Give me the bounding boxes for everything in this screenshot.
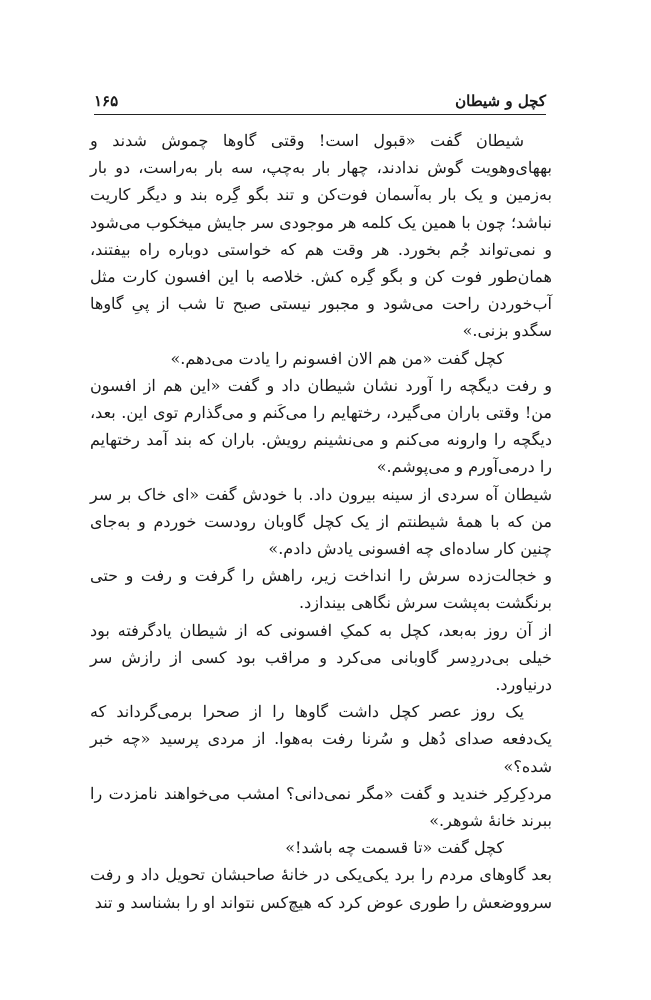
header-divider (94, 114, 546, 115)
paragraph: بعد گاوهای مردم را برد یکی‌یکی در خانهٔ صاحبشان تحویل داد و رفت سرووضعش را طوری عوض کرد که هیچ‌کس نتواند او را بشناسد و تند (90, 865, 552, 912)
paragraph: مردکِرکِر خندید و گفت «مگر نمی‌دانی؟ امشب می‌خواهند نامزدت را ببرند خانهٔ شوهر.» (90, 783, 552, 831)
paragraph: شیطان گفت «قبول است! وقتی گاوها چموش شدند و بههای‌وهویت گوش ندادند، چهار بار به‌چپ، سه بار به‌راست، دو بار به‌زمین و یک بار به‌آسمان فوت‌کن و تند بگو گِره بند و دیگر کاریت نباشد؛ چون با همین یک کلمه هر موجودی سر جایش میخکوب می‌شود و نمی‌تواند جُم بخورد. هر وقت هم که خواستی دوباره راه بیفتند، همان‌طور فوت کن و بگو گِره کش. خلاصه با این افسون کارت مثل آب‌خوردن راحت می‌شود و مجبور نیستی صبح تا شب از پیِ گاوها سگدو بزنی.» (90, 131, 553, 341)
paragraph: یک روز عصر کچل داشت گاوها را از صحرا برمی‌گرداند که یک‌دفعه صدای دُهل و سُرنا رفت به‌هوا. از مردی پرسید «چه خبر شده؟» (90, 702, 552, 776)
paragraph: و رفت دیگچه را آورد نشان شیطان داد و گفت «این هم از افسون من! وقتی باران می‌گیرد، رختهایم را می‌کَنم و می‌گذارم توی این. بعد، دیگچه را وارونه می‌کنم و می‌نشینم رویش. باران که بند آمد رختهایم را درمی‌آورم و می‌پوشم.» (90, 375, 552, 477)
paragraph: و خجالت‌زده سرش را انداخت زیر، راهش را گرفت و رفت و حتی برنگشت به‌پشت سرش نگاهی بیندازد. (90, 566, 552, 613)
page-header (94, 85, 546, 115)
body-text (90, 127, 552, 916)
paragraph: کچل گفت «من هم الان افسونم را یادت می‌دهم.» (170, 348, 504, 368)
paragraph: کچل گفت «تا قسمت چه باشد!» (285, 838, 504, 858)
page-number: ۱۶۵ (94, 92, 119, 110)
paragraph: شیطان آه سردی از سینه بیرون داد. با خودش گفت «ای خاک بر سر من که با همهٔ شیطنتم از یک کچل گاوبان رودست خوردم و به‌جای چنین کار ساده‌ای چه افسونی یادش دادم.» (90, 484, 552, 559)
running-title: کچل و شیطان (455, 92, 546, 110)
paragraph: از آن روز به‌بعد، کچل به کمکِ افسونی که از شیطان یادگرفته بود خیلی بی‌دردِسر گاوبانی می‌کرد و مراقب بود کسی از رازش سر درنیاورد. (90, 620, 552, 695)
